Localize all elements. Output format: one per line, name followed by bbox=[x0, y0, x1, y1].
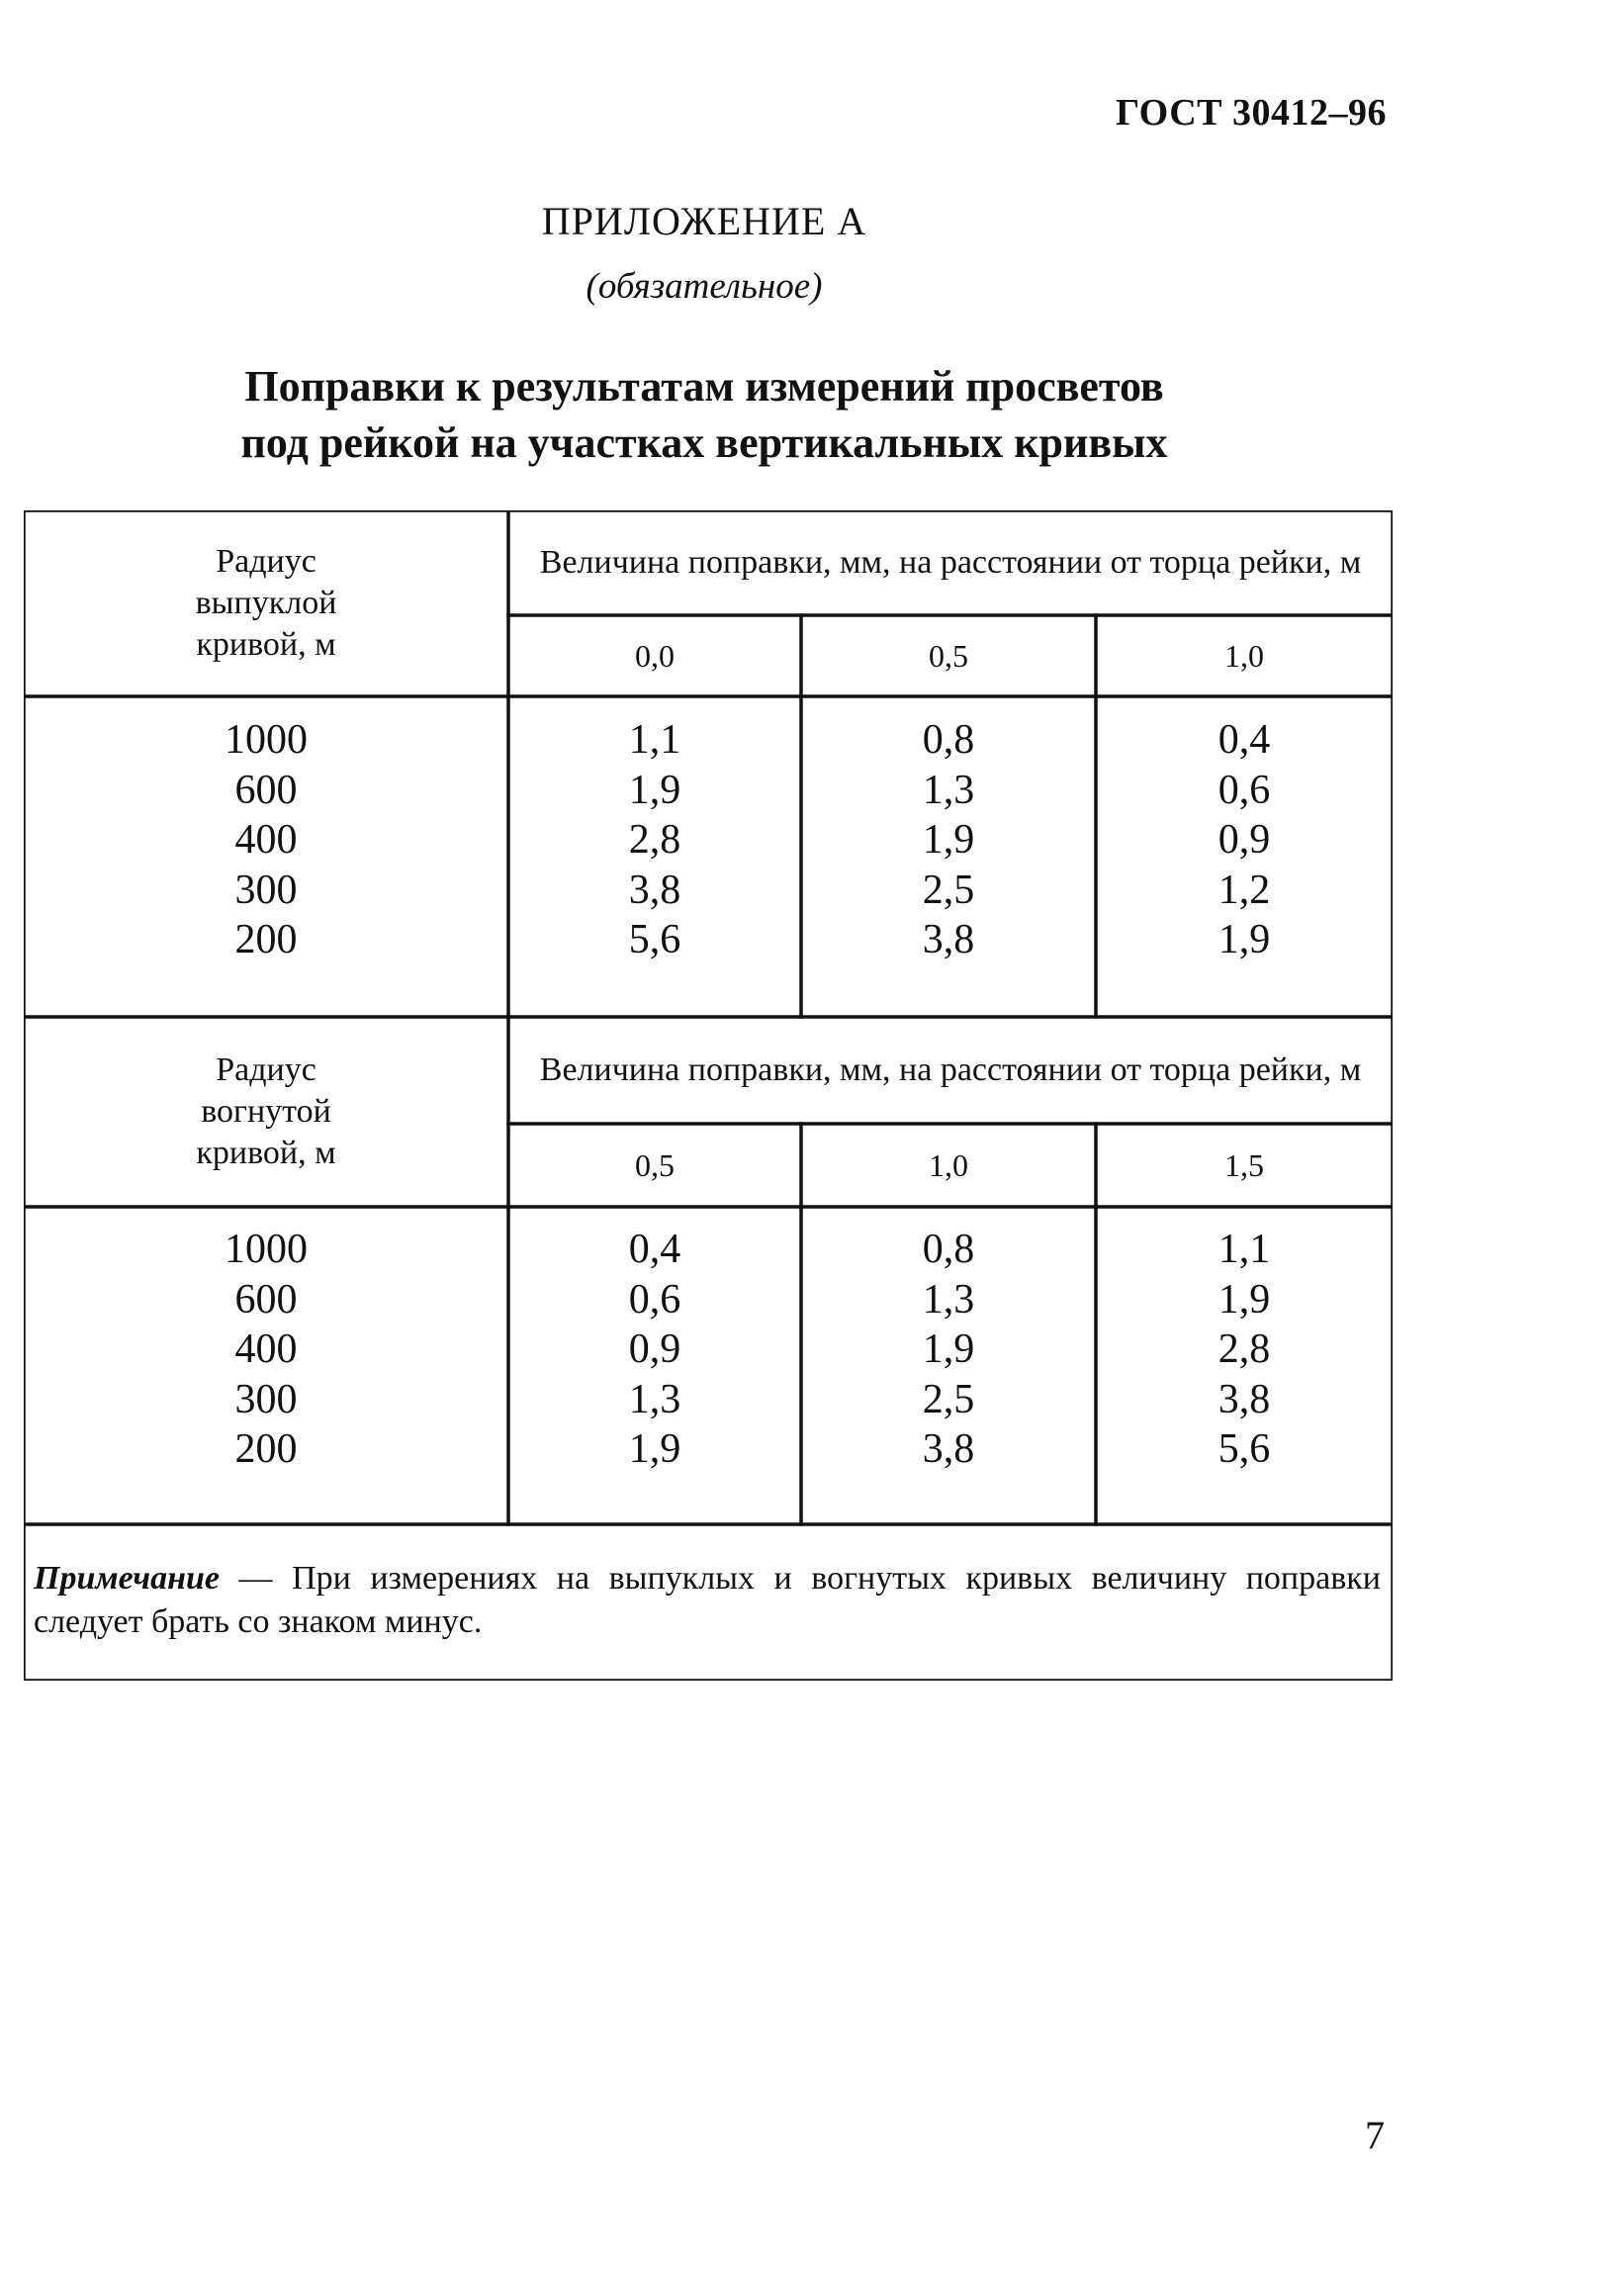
concave-radius-value: 300 bbox=[234, 1376, 298, 1422]
convex-radius-value: 400 bbox=[234, 817, 298, 863]
convex-correction-value: 2,8 bbox=[628, 817, 681, 863]
heading-line-1: Поправки к результатам измерений просветов bbox=[244, 362, 1164, 411]
convex-radius-value: 300 bbox=[234, 867, 298, 913]
convex-correction-value: 5,6 bbox=[628, 917, 681, 962]
concave-correction-value: 0,8 bbox=[922, 1227, 975, 1272]
concave-correction-header: Величина поправки, мм, на расстоянии от торца рейки, м bbox=[539, 1051, 1362, 1088]
concave-radius-value: 400 bbox=[234, 1326, 298, 1372]
convex-radius-column bbox=[24, 715, 508, 965]
convex-distance-3: 1,0 bbox=[1224, 637, 1264, 674]
concave-values-column-3 bbox=[1096, 1225, 1393, 1475]
concave-correction-value: 1,3 bbox=[922, 1276, 975, 1323]
convex-radius-value: 200 bbox=[234, 917, 298, 962]
convex-radius-header: Радиус выпуклой кривой, м bbox=[195, 543, 337, 663]
table-note bbox=[34, 1557, 1381, 1644]
concave-radius-column bbox=[24, 1225, 508, 1475]
convex-correction-value: 0,6 bbox=[1218, 767, 1271, 813]
convex-distance-1: 0,0 bbox=[635, 637, 675, 674]
heading-line-2: под рейкой на участках вертикальных кривых bbox=[240, 418, 1168, 467]
concave-correction-value: 1,1 bbox=[1218, 1227, 1271, 1272]
convex-values-column-3 bbox=[1096, 715, 1393, 965]
convex-values-column-1 bbox=[508, 715, 801, 965]
concave-values-column-2 bbox=[801, 1225, 1096, 1475]
convex-radius-value: 1000 bbox=[225, 717, 308, 763]
concave-radius-header: Радиус вогнутой кривой, м bbox=[196, 1051, 336, 1171]
convex-correction-value: 1,1 bbox=[628, 717, 681, 763]
convex-correction-value: 1,9 bbox=[1218, 917, 1271, 962]
concave-distance-2: 1,0 bbox=[929, 1146, 968, 1183]
convex-correction-value: 3,8 bbox=[922, 917, 975, 962]
corrections-table bbox=[24, 510, 1393, 1681]
concave-correction-value: 2,5 bbox=[922, 1376, 975, 1422]
convex-correction-value: 3,8 bbox=[628, 867, 681, 913]
concave-correction-value: 3,8 bbox=[922, 1426, 975, 1472]
note-text: — При измерениях на выпуклых и вогнутых кривых величину поправки следует брать со знаком минус. bbox=[34, 1560, 1381, 1640]
convex-correction-value: 0,4 bbox=[1218, 717, 1271, 763]
convex-correction-header: Величина поправки, мм, на расстоянии от торца рейки, м bbox=[539, 544, 1362, 581]
convex-values-column-2 bbox=[801, 715, 1096, 965]
concave-correction-value: 1,9 bbox=[1218, 1276, 1271, 1323]
concave-correction-value: 5,6 bbox=[1218, 1426, 1271, 1472]
convex-correction-value: 1,9 bbox=[628, 767, 681, 813]
concave-distance-3: 1,5 bbox=[1224, 1146, 1264, 1183]
concave-distance-1: 0,5 bbox=[635, 1146, 675, 1183]
concave-radius-value: 1000 bbox=[225, 1227, 308, 1272]
convex-correction-value: 2,5 bbox=[922, 867, 975, 913]
concave-correction-value: 3,8 bbox=[1218, 1376, 1271, 1422]
concave-correction-value: 1,9 bbox=[922, 1326, 975, 1372]
appendix-title: ПРИЛОЖЕНИЕ А bbox=[541, 199, 867, 243]
concave-correction-value: 0,4 bbox=[628, 1227, 681, 1272]
note-label: Примечание bbox=[34, 1560, 221, 1597]
document-code: ГОСТ 30412–96 bbox=[1115, 92, 1387, 134]
concave-values-column-1 bbox=[508, 1225, 801, 1475]
concave-correction-value: 2,8 bbox=[1218, 1326, 1271, 1372]
concave-correction-value: 1,3 bbox=[628, 1376, 681, 1422]
concave-correction-value: 1,9 bbox=[628, 1426, 681, 1472]
convex-radius-value: 600 bbox=[234, 767, 298, 813]
convex-correction-value: 1,9 bbox=[922, 817, 975, 863]
concave-correction-value: 0,9 bbox=[628, 1326, 681, 1372]
page-heading bbox=[0, 358, 1408, 471]
concave-correction-value: 0,6 bbox=[628, 1276, 681, 1323]
concave-radius-value: 200 bbox=[234, 1426, 298, 1472]
convex-distance-2: 0,5 bbox=[929, 637, 968, 674]
convex-correction-value: 0,8 bbox=[922, 717, 975, 763]
convex-correction-value: 0,9 bbox=[1218, 817, 1271, 863]
appendix-subtitle: (обязательное) bbox=[586, 266, 823, 307]
convex-correction-value: 1,3 bbox=[922, 767, 975, 813]
convex-correction-value: 1,2 bbox=[1218, 867, 1271, 913]
concave-radius-value: 600 bbox=[234, 1276, 298, 1323]
page-number: 7 bbox=[1365, 2113, 1385, 2157]
